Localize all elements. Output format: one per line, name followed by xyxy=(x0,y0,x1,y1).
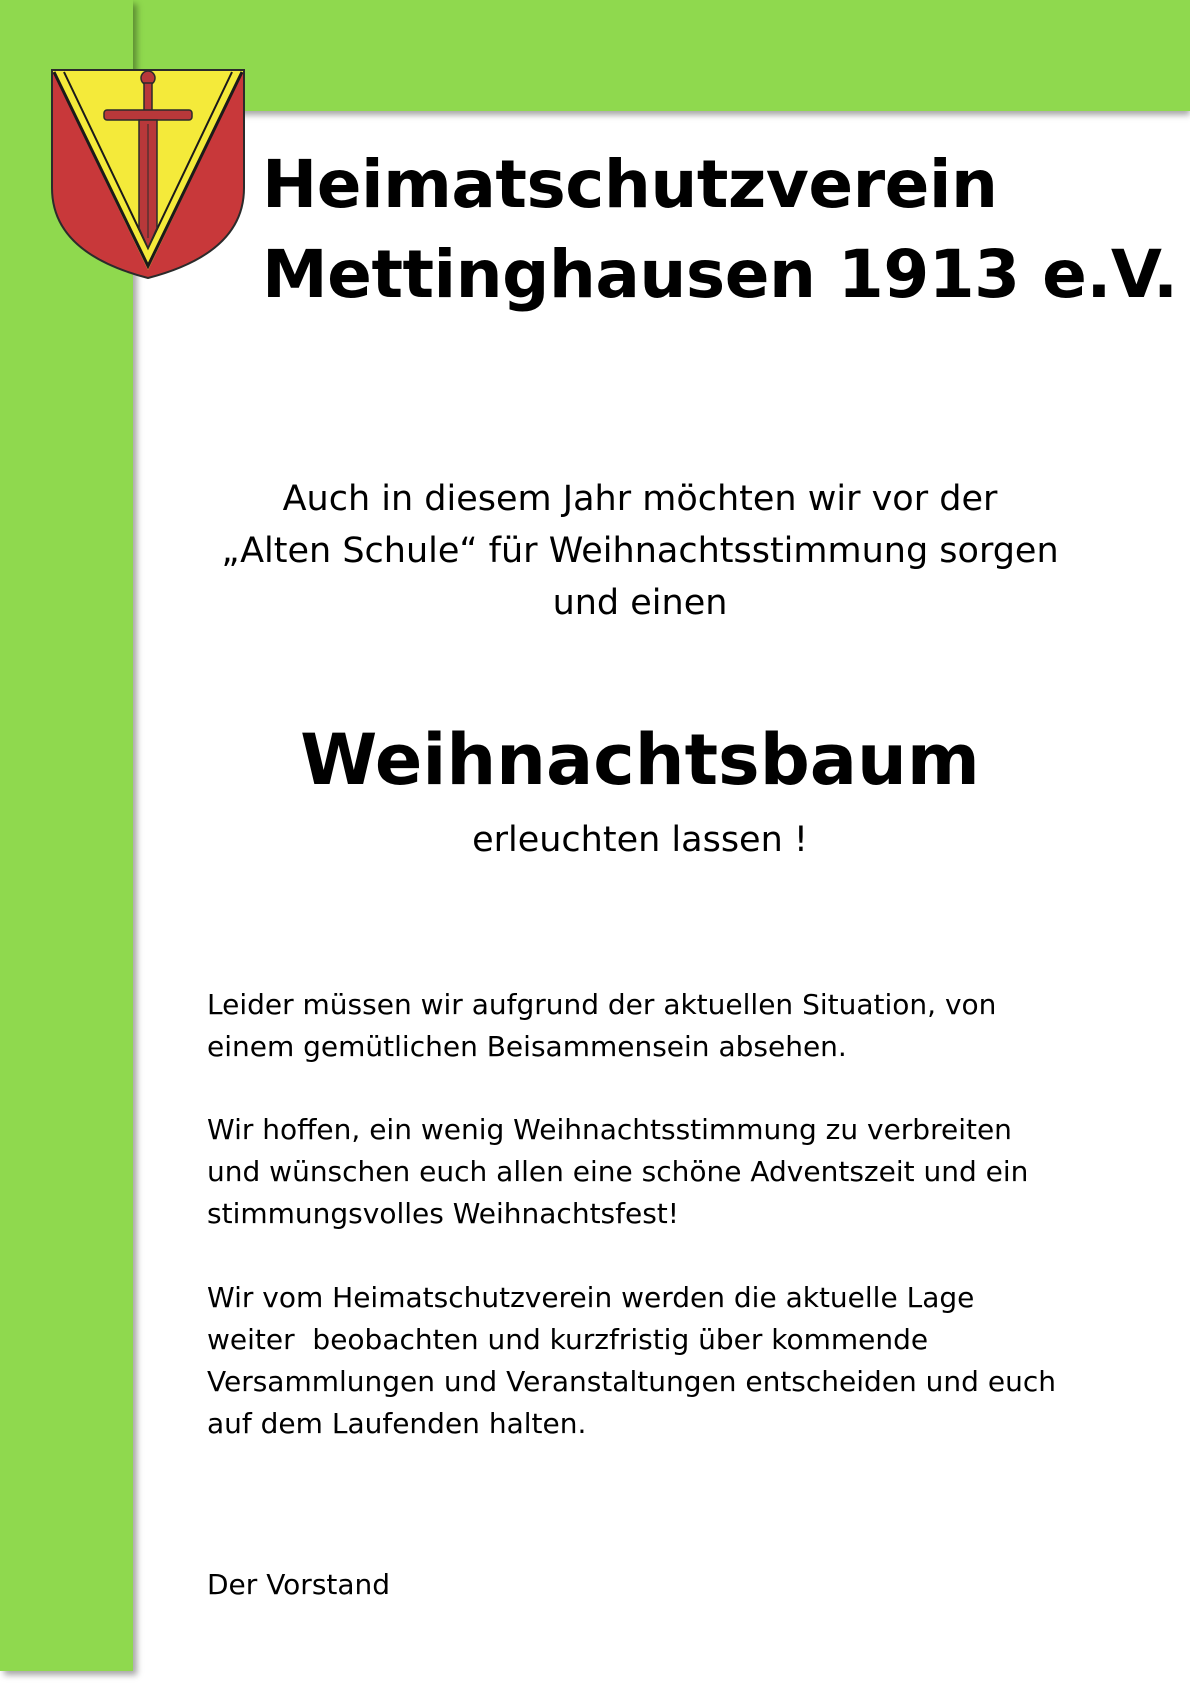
organization-name xyxy=(262,140,1178,320)
intro-line-1: Auch in diesem Jahr möchten wir vor der xyxy=(282,479,998,519)
paragraph-line: Leider müssen wir aufgrund der aktuellen Situation, von xyxy=(207,988,997,1021)
paragraph-line: Wir vom Heimatschutzverein werden die aktuelle Lage xyxy=(207,1281,975,1314)
organization-name-line-2: Mettinghausen 1913 e.V. xyxy=(262,236,1178,313)
subline: erleuchten lassen ! xyxy=(472,820,808,860)
signature: Der Vorstand xyxy=(207,1568,391,1601)
paragraph-line: auf dem Laufenden halten. xyxy=(207,1407,587,1440)
paragraph-line: Wir hoffen, ein wenig Weihnachtsstimmung zu verbreiten xyxy=(207,1113,1012,1146)
paragraph-line: einem gemütlichen Beisammensein absehen. xyxy=(207,1030,847,1063)
paragraph-line: stimmungsvolles Weihnachtsfest! xyxy=(207,1197,680,1230)
paragraph-wishes xyxy=(207,1109,1107,1235)
paragraph-line: weiter beobachten und kurzfristig über kommende xyxy=(207,1323,929,1356)
paragraph-situation xyxy=(207,984,1107,1068)
organization-name-line-1: Heimatschutzverein xyxy=(262,146,998,223)
intro-line-3: und einen xyxy=(552,583,728,623)
coat-of-arms-sword-icon xyxy=(50,68,246,280)
headline: Weihnachtsbaum xyxy=(300,719,980,801)
paragraph-line: und wünschen euch allen eine schöne Adventszeit und ein xyxy=(207,1155,1029,1188)
paragraph-line: Versammlungen und Veranstaltungen entscheiden und euch xyxy=(207,1365,1056,1398)
intro-text xyxy=(180,473,1100,629)
intro-line-2: „Alten Schule“ für Weihnachtsstimmung sorgen xyxy=(221,531,1059,571)
paragraph-outlook xyxy=(207,1277,1107,1445)
